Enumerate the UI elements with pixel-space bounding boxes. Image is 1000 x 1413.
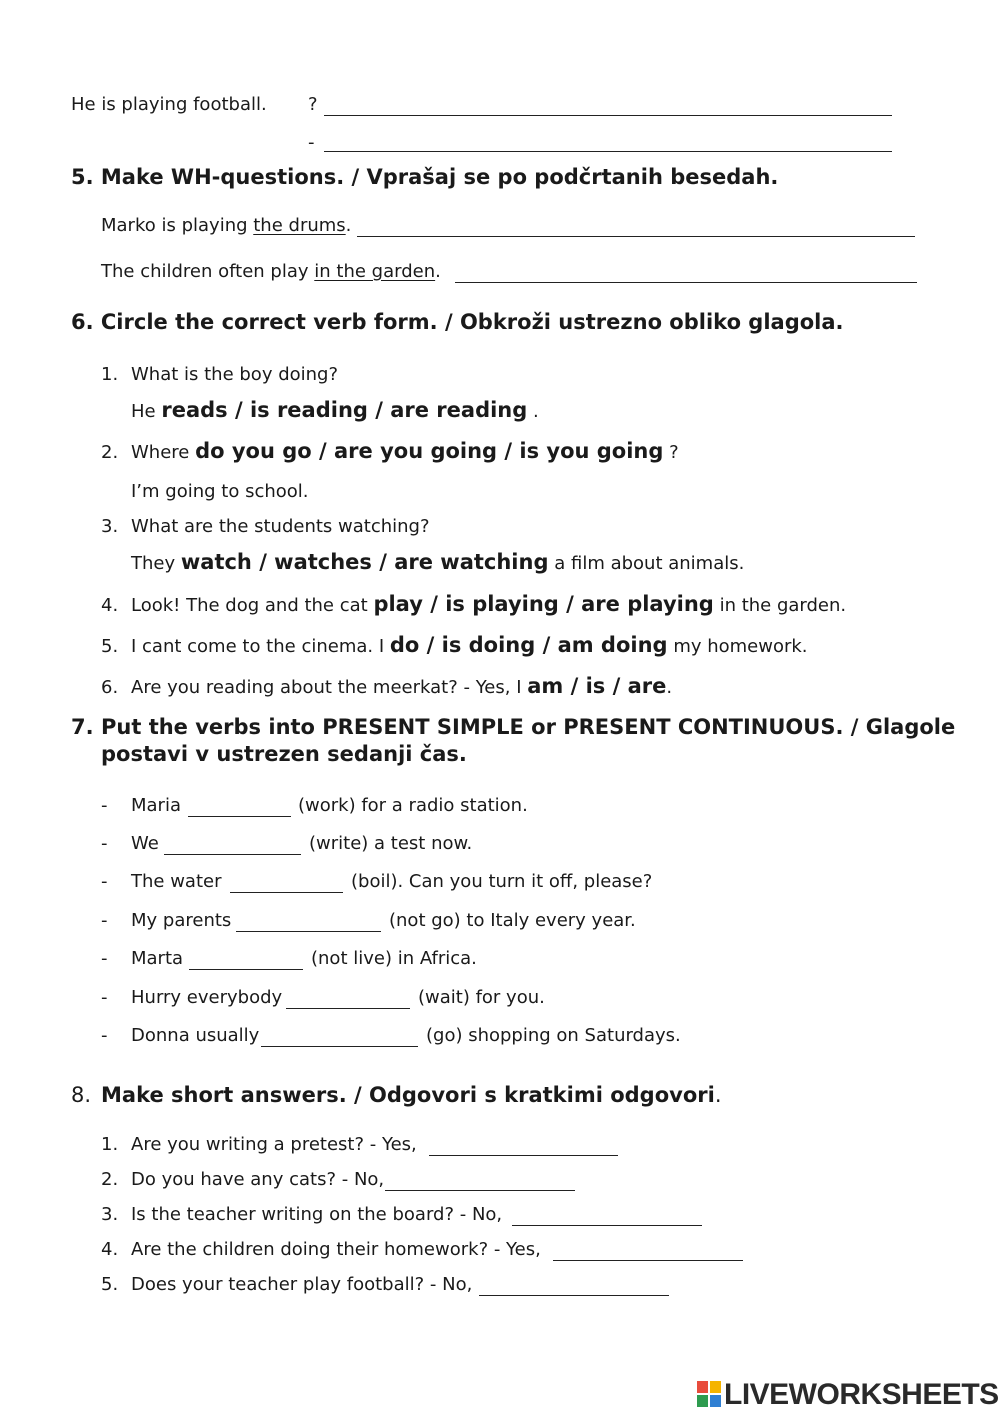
sec6-item-6-post: . — [666, 677, 673, 698]
sec6-item-3-answer — [131, 550, 744, 574]
negative-mark-label: - — [308, 132, 315, 153]
sec7-item-6 — [101, 987, 282, 1008]
sec6-item-6 — [101, 674, 672, 698]
sec5-item-2-underlined: in the garden — [314, 261, 436, 282]
sec8-item-3-text: Is the teacher writing on the board? - No, — [131, 1204, 503, 1225]
question-mark-label: ? — [308, 94, 318, 115]
sec6-item-5-number: 5. — [101, 636, 119, 657]
sec7-dash: - — [101, 795, 108, 816]
sec5-item-1-underlined: the drums — [253, 215, 346, 236]
sec7-answer-7[interactable] — [261, 1026, 418, 1047]
section-8-number: 8. — [71, 1083, 92, 1107]
section-8-title-end: . — [714, 1083, 722, 1107]
sec6-item-3-number: 3. — [101, 516, 119, 537]
sec6-item-1-answer — [131, 398, 539, 422]
sec7-item-2 — [101, 833, 159, 854]
sec7-item-5-verb: (not live) in Africa. — [311, 948, 477, 969]
sec7-item-3 — [101, 871, 221, 892]
sec7-item-6-verb: (wait) for you. — [418, 987, 545, 1008]
sec6-item-2-options[interactable]: do you go / are you going / is you going — [195, 439, 664, 463]
sentence-he-is-playing: He is playing football. — [71, 94, 267, 115]
sec8-item-5-number: 5. — [101, 1274, 119, 1295]
sec6-item-4-number: 4. — [101, 595, 119, 616]
logo-text: LIVEWORKSHEETS — [724, 1378, 999, 1411]
sec7-item-6-subject: Hurry everybody — [131, 987, 283, 1008]
sec8-item-1-number: 1. — [101, 1134, 119, 1155]
sec7-answer-5[interactable] — [189, 949, 303, 970]
sec7-answer-2[interactable] — [164, 834, 301, 855]
sec7-item-1-verb: (work) for a radio station. — [298, 795, 528, 816]
sec6-item-3-text: What are the students watching? — [131, 516, 430, 537]
sec6-item-2-reply: I’m going to school. — [131, 481, 309, 502]
section-5-title: 5. Make WH-questions. / Vprašaj se po podčrtanih besedah. — [71, 165, 779, 189]
sec7-dash: - — [101, 833, 108, 854]
sec6-item-2-number: 2. — [101, 442, 119, 463]
sec7-item-3-verb: (boil). Can you turn it off, please? — [351, 871, 653, 892]
sec8-item-4-text: Are the children doing their homework? - Yes, — [131, 1239, 541, 1260]
section-7-title — [71, 715, 955, 739]
question-answer-field[interactable] — [324, 95, 892, 116]
section-7-title-line-1: Put the verbs into PRESENT SIMPLE or PRESENT CONTINUOUS. / Glagole — [101, 715, 956, 739]
sec5-item-1-end: . — [345, 215, 352, 236]
sec6-item-4-options[interactable]: play / is playing / are playing — [373, 592, 714, 616]
sec6-item-5-post: my homework. — [673, 636, 808, 657]
section-6-title: 6. Circle the correct verb form. / Obkroži ustrezno obliko glagola. — [71, 310, 844, 334]
sec7-dash: - — [101, 948, 108, 969]
sec8-item-1-text: Are you writing a pretest? - Yes, — [131, 1134, 417, 1155]
sec6-item-4-pre: Look! The dog and the cat — [131, 595, 368, 616]
sec5-answer-2[interactable] — [455, 262, 917, 283]
sec5-item-2-text: The children often play — [101, 261, 315, 282]
section-8-title-text: Make short answers. / Odgovori s kratkimi odgovori — [101, 1083, 715, 1107]
sec6-item-3-pre: They — [131, 553, 176, 574]
section-7-number: 7. — [71, 715, 94, 739]
sec6-item-1-pre: He — [131, 401, 156, 422]
sec7-answer-6[interactable] — [286, 988, 410, 1009]
sec5-item-2 — [101, 261, 441, 282]
sec8-item-4 — [101, 1239, 541, 1260]
logo-square-4 — [710, 1395, 721, 1407]
sec6-item-6-options[interactable]: am / is / are — [527, 674, 667, 698]
sec5-item-1 — [101, 215, 351, 236]
sec6-item-5-options[interactable]: do / is doing / am doing — [389, 633, 668, 657]
sec8-item-2 — [101, 1169, 384, 1190]
sec6-item-2-post: ? — [669, 442, 679, 463]
sec6-item-4 — [101, 592, 846, 616]
logo-square-1 — [697, 1381, 708, 1393]
logo-square-3 — [697, 1395, 708, 1407]
sec5-item-1-text: Marko is playing — [101, 215, 254, 236]
sec6-item-5-pre: I cant come to the cinema. I — [131, 636, 385, 657]
sec6-item-3-options[interactable]: watch / watches / are watching — [180, 550, 549, 574]
sec6-item-2-pre: Where — [131, 442, 190, 463]
sec7-dash: - — [101, 871, 108, 892]
negative-answer-field[interactable] — [324, 131, 892, 152]
sec6-item-1-post: . — [533, 401, 539, 422]
sec7-item-5-subject: Marta — [131, 948, 184, 969]
sec6-item-2 — [101, 439, 679, 463]
sec7-item-4 — [101, 910, 231, 931]
sec8-item-1 — [101, 1134, 417, 1155]
sec7-answer-1[interactable] — [188, 796, 291, 817]
sec7-item-4-subject: My parents — [131, 910, 232, 931]
sec7-item-7 — [101, 1025, 259, 1046]
sec7-item-1 — [101, 795, 181, 816]
sec7-answer-3[interactable] — [230, 872, 343, 893]
sec8-item-3 — [101, 1204, 502, 1225]
sec8-item-2-text: Do you have any cats? - No, — [131, 1169, 385, 1190]
sec6-item-6-number: 6. — [101, 677, 119, 698]
sec8-item-3-number: 3. — [101, 1204, 119, 1225]
sec7-item-2-verb: (write) a test now. — [309, 833, 473, 854]
sec6-item-3-question — [101, 516, 430, 537]
sec6-item-4-post: in the garden. — [719, 595, 847, 616]
sec6-item-1-text: What is the boy doing? — [131, 364, 339, 385]
sec8-answer-1[interactable] — [429, 1135, 618, 1156]
sec8-answer-3[interactable] — [512, 1205, 702, 1226]
sec7-item-2-subject: We — [131, 833, 159, 854]
sec6-item-1-number: 1. — [101, 364, 119, 385]
sec7-item-4-verb: (not go) to Italy every year. — [389, 910, 636, 931]
sec8-item-5 — [101, 1274, 472, 1295]
sec6-item-6-pre: Are you reading about the meerkat? - Yes, I — [131, 677, 522, 698]
sec7-item-7-verb: (go) shopping on Saturdays. — [426, 1025, 681, 1046]
sec8-answer-5[interactable] — [479, 1275, 669, 1296]
sec7-answer-4[interactable] — [236, 911, 381, 932]
sec7-dash: - — [101, 1025, 108, 1046]
sec6-item-3-post: a film about animals. — [554, 553, 745, 574]
sec7-dash: - — [101, 987, 108, 1008]
sec7-item-5 — [101, 948, 183, 969]
sec6-item-1-options[interactable]: reads / is reading / are reading — [161, 398, 528, 422]
sec8-item-5-text: Does your teacher play football? - No, — [131, 1274, 473, 1295]
logo-grid-icon — [697, 1381, 721, 1407]
sec8-answer-4[interactable] — [553, 1240, 743, 1261]
sec8-item-2-number: 2. — [101, 1169, 119, 1190]
logo-square-2 — [710, 1381, 721, 1393]
sec7-item-7-subject: Donna usually — [131, 1025, 260, 1046]
section-8-title — [71, 1083, 722, 1107]
sec5-answer-1[interactable] — [357, 216, 915, 237]
sec7-item-1-subject: Maria — [131, 795, 181, 816]
sec8-answer-2[interactable] — [385, 1170, 575, 1191]
section-7-title-line-2: postavi v ustrezen sedanji čas. — [101, 742, 467, 766]
sec6-item-1-question — [101, 364, 338, 385]
sec6-item-5 — [101, 633, 808, 657]
sec8-item-4-number: 4. — [101, 1239, 119, 1260]
sec7-item-3-subject: The water — [131, 871, 222, 892]
sec5-item-2-end: . — [435, 261, 441, 282]
sec7-dash: - — [101, 910, 108, 931]
